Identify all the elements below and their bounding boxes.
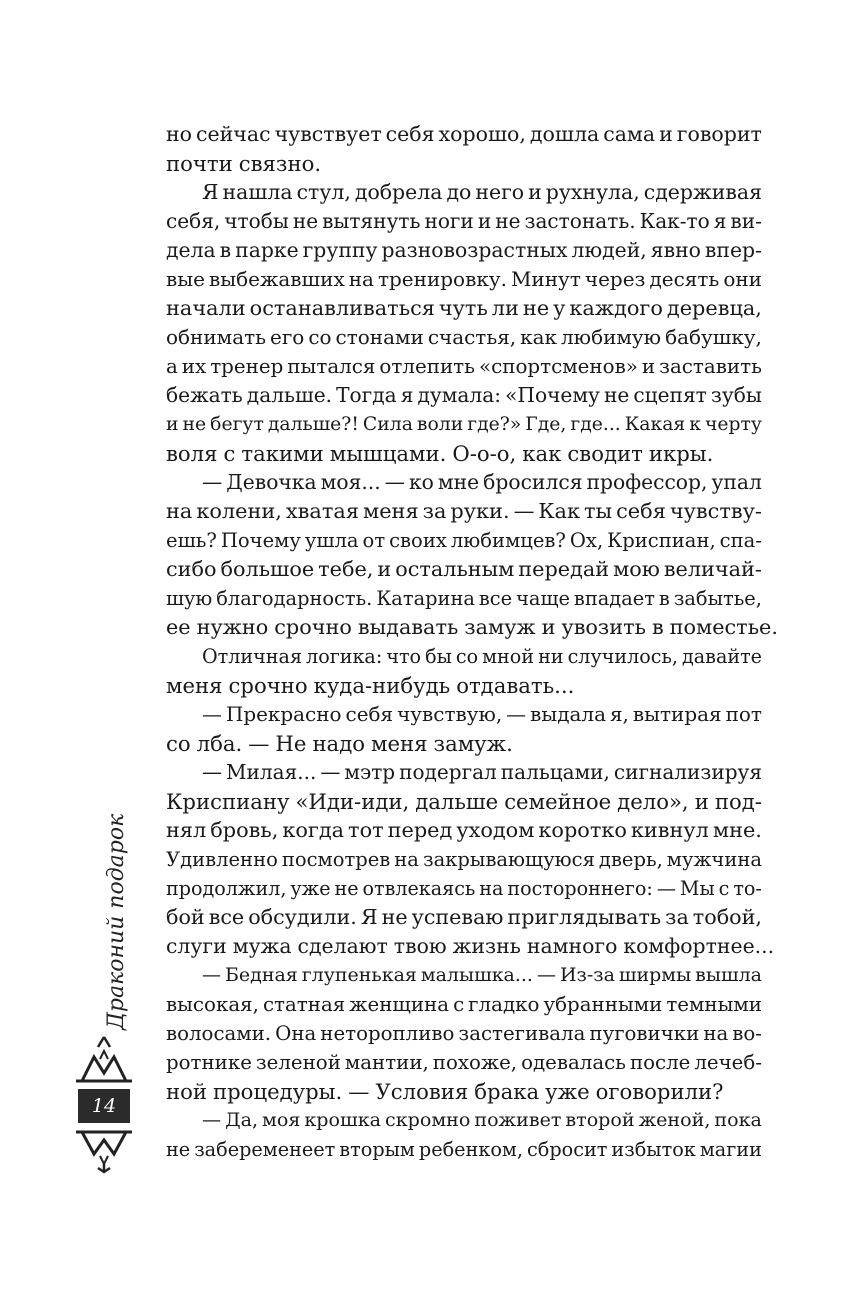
text-line: волосами. Она неторопливо застегивала пуговички на во- xyxy=(166,1022,762,1045)
text-line: дела в парке группу разновозрастных людей, явно впер- xyxy=(166,238,762,262)
text-line: бежать дальше. Тогда я думала: «Почему не сцепят зубы xyxy=(166,383,762,407)
text-line: почти связно. xyxy=(166,151,322,176)
text-line: Удивленно посмотрев на закрывающуюся дверь, мужчина xyxy=(166,848,762,871)
text-line: — Да, моя крошка скромно поживет второй женой, пока xyxy=(202,1109,762,1131)
ornament-top-icon xyxy=(74,1035,134,1083)
text-line: на колени, хватая меня за руки. — Как ты себя чувству- xyxy=(166,499,762,523)
text-line: ешь? Почему ушла от своих любимцев? Ох, Криспиан, спа- xyxy=(166,529,762,552)
text-line: шую благодарность. Катарина все чаще впадает в забытье, xyxy=(166,587,762,610)
text-line: начали останавливаться чуть ли не у каждого деревца, xyxy=(166,296,762,320)
text-line: Отличная логика: что бы со мной ни случилось, давайте xyxy=(202,645,762,668)
text-line: нял бровь, когда тот перед уходом коротко кивнул мне. xyxy=(166,818,762,842)
text-line: а их тренер пытался отлепить «спортсменов» и заставить xyxy=(166,355,762,378)
text-line: — Бедная глупенькая малышка... — Из-за ширмы вышла xyxy=(202,964,762,986)
text-line: Криспиану «Иди-иди, дальше семейное дело», и под- xyxy=(166,789,762,814)
text-line: — Прекрасно себя чувствую, — выдала я, вытирая пот xyxy=(202,702,762,726)
text-line: и не бегут дальше?! Сила воли где?» Где, где... Какая к черту xyxy=(166,414,762,435)
text-line: — Девочка моя... — ко мне бросился профессор, упал xyxy=(202,470,762,494)
text-line: не забеременеет вторым ребенком, сбросит избыток магии xyxy=(166,1138,762,1161)
text-line: вые выбежавших на тренировку. Минут через десять они xyxy=(166,267,762,291)
text-line: высокая, статная женщина с гладко убранными темными xyxy=(166,993,762,1016)
body-text xyxy=(166,120,778,1164)
text-line: со лба. — Не надо меня замуж. xyxy=(166,731,513,756)
text-line: сибо большое тебе, и остальным передай мою величай- xyxy=(166,557,762,581)
text-line: слуги мужа сделают твою жизнь намного комфортнее... xyxy=(166,934,775,958)
text-line: бой все обсудили. Я не успеваю приглядывать за тобой, xyxy=(166,905,762,929)
text-line: ротнике зеленой мантии, похоже, одевалась после лечеб- xyxy=(166,1051,762,1074)
ornament-bottom-icon xyxy=(74,1130,134,1174)
text-line: меня срочно куда-нибудь отдавать... xyxy=(166,673,575,698)
running-title: Драконий подарок xyxy=(104,813,129,1030)
page-number: 14 xyxy=(78,1089,130,1123)
text-line: — Милая... — мэтр подергал пальцами, сигнализируя xyxy=(202,760,762,784)
text-line: продолжил, уже не отвлекаясь на постороннего: — Мы с то- xyxy=(166,877,762,900)
text-line: Я нашла стул, добрела до него и рухнула, сдерживая xyxy=(202,180,762,204)
text-line: но сейчас чувствует себя хорошо, дошла сама и говорит xyxy=(166,122,762,146)
text-line: ее нужно срочно выдавать замуж и увозить в поместье. xyxy=(166,615,778,639)
text-line: воля с такими мышцами. О-о-о, как сводит икры. xyxy=(166,441,714,466)
text-line: ной процедуры. — Условия брака уже оговорили? xyxy=(166,1079,724,1104)
text-line: обнимать его со стонами счастья, как любимую бабушку, xyxy=(166,325,762,349)
text-line: себя, чтобы не вытянуть ноги и не застонать. Как-то я ви- xyxy=(166,209,762,233)
